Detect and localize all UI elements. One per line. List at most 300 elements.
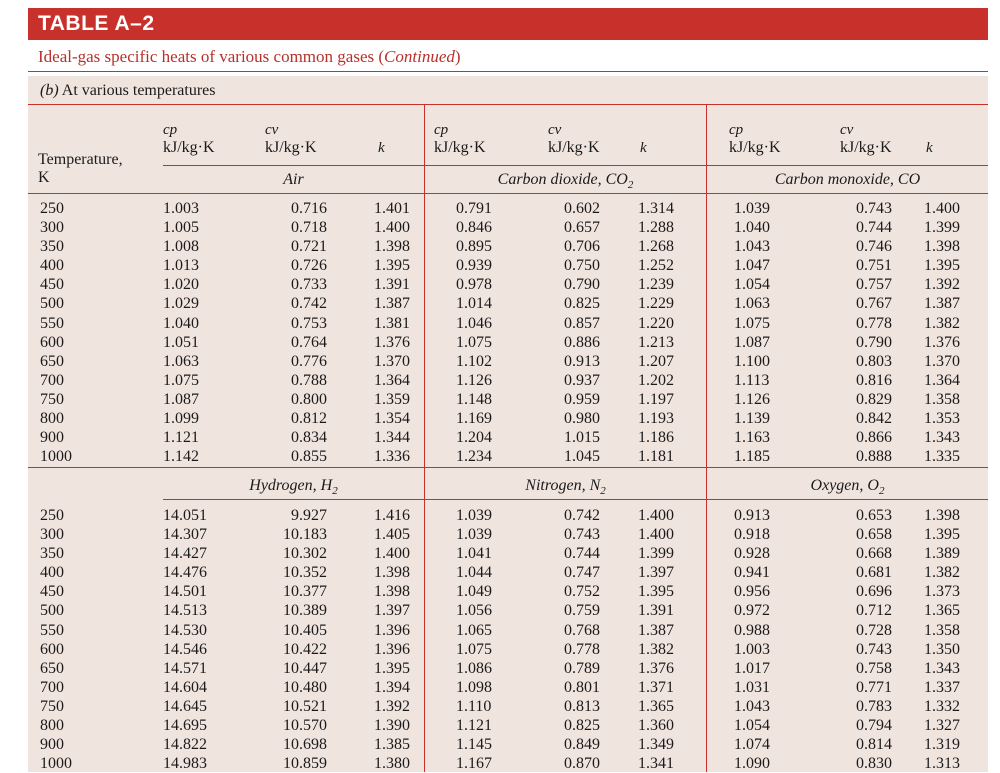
table-cell: 1.359 xyxy=(374,390,410,408)
table-cell: 0.941 xyxy=(734,564,770,582)
table-cell: 300 xyxy=(40,219,64,237)
table-cell: 0.602 xyxy=(564,200,600,217)
table-cell: 0.830 xyxy=(856,755,892,773)
table-cell: 1.400 xyxy=(638,526,674,544)
table-cell: 0.783 xyxy=(856,697,892,715)
table-cell: 1.239 xyxy=(638,276,674,294)
table-cell: 1.087 xyxy=(163,390,199,408)
table-cell: 0.825 xyxy=(564,295,600,313)
table-cell: 0.866 xyxy=(856,429,892,447)
cv-column-co2 xyxy=(538,199,600,466)
table-cell: 1.376 xyxy=(924,333,960,351)
table-cell: 0.653 xyxy=(856,507,892,524)
table-cell: 1.252 xyxy=(638,257,674,275)
table-cell: 1.365 xyxy=(924,602,960,620)
table-cell: 800 xyxy=(40,410,64,428)
table-cell: 1.040 xyxy=(163,314,199,332)
table-cell: 0.726 xyxy=(291,257,327,275)
table-cell: 1.039 xyxy=(734,200,770,217)
table-cell: 1.364 xyxy=(924,371,960,389)
cp-column-co2 xyxy=(456,199,514,466)
table-cell: 1.391 xyxy=(374,276,410,294)
table-cell: 1.003 xyxy=(734,640,770,658)
table-cell: 1.400 xyxy=(374,545,410,563)
table-cell: 0.791 xyxy=(456,200,492,217)
table-cell: 1.391 xyxy=(638,602,674,620)
table-cell: 0.728 xyxy=(856,621,892,639)
table-cell: 0.746 xyxy=(856,238,892,256)
table-cell: 0.742 xyxy=(564,507,600,524)
table-cell: 0.668 xyxy=(856,545,892,563)
table-cell: 1.020 xyxy=(163,276,199,294)
table-cell: 1.387 xyxy=(638,621,674,639)
table-cell: 0.834 xyxy=(291,429,327,447)
k-column-n2 xyxy=(622,506,674,773)
table-subtitle xyxy=(28,43,988,70)
table-cell: 1.110 xyxy=(456,697,492,715)
subtitle-suffix: ) xyxy=(454,47,461,66)
table-cell: 1.382 xyxy=(638,640,674,658)
table-cell: 0.956 xyxy=(734,583,770,601)
table-cell: 250 xyxy=(40,507,64,524)
table-cell: 0.829 xyxy=(856,390,892,408)
table-cell: 1.086 xyxy=(456,659,492,677)
table-cell: 0.757 xyxy=(856,276,892,294)
table-cell: 0.825 xyxy=(564,717,600,735)
table-cell: 1.358 xyxy=(924,621,960,639)
table-cell: 1.126 xyxy=(734,390,770,408)
table-cell: 1.213 xyxy=(638,333,674,351)
table-cell: 10.405 xyxy=(283,621,327,639)
table-cell: 1.395 xyxy=(924,526,960,544)
table-cell: 0.750 xyxy=(564,257,600,275)
temperature-column-upper xyxy=(40,199,100,466)
table-cell: 14.307 xyxy=(163,526,207,544)
table-cell: 1.387 xyxy=(924,295,960,313)
table-cell: 1.400 xyxy=(374,219,410,237)
caption-rule xyxy=(28,104,988,105)
table-cell: 0.759 xyxy=(564,602,600,620)
gas-name-air xyxy=(163,170,424,190)
cp-symbol: cp xyxy=(729,122,744,138)
table-cell: 1.142 xyxy=(163,448,199,466)
table-cell: 1.373 xyxy=(924,583,960,601)
table-cell: 10.521 xyxy=(283,697,327,715)
table-cell: 1.390 xyxy=(374,717,410,735)
cv-symbol: cv xyxy=(548,122,562,138)
gas-formula-subscript: 2 xyxy=(878,485,885,498)
unit-label: kJ/kg·K xyxy=(729,139,781,156)
table-cell: 0.895 xyxy=(456,238,492,256)
table-cell: 14.476 xyxy=(163,564,207,582)
table-cell: 0.794 xyxy=(856,717,892,735)
table-cell: 1.202 xyxy=(638,371,674,389)
table-cell: 1.017 xyxy=(734,659,770,677)
table-cell: 500 xyxy=(40,602,64,620)
table-cell: 1.380 xyxy=(374,755,410,773)
table-cell: 1.075 xyxy=(734,314,770,332)
table-cell: 1.074 xyxy=(734,736,770,754)
table-cell: 10.698 xyxy=(283,736,327,754)
cv-column-o2 xyxy=(830,506,892,773)
table-cell: 0.988 xyxy=(734,621,770,639)
table-cell: 0.753 xyxy=(291,314,327,332)
table-cell: 1.392 xyxy=(374,697,410,715)
table-cell: 14.051 xyxy=(163,507,207,524)
table-cell: 0.939 xyxy=(456,257,492,275)
table-cell: 1.288 xyxy=(638,219,674,237)
table-cell: 0.712 xyxy=(856,602,892,620)
table-cell: 1.314 xyxy=(638,200,674,217)
unit-label: kJ/kg·K xyxy=(163,139,215,156)
table-cell: 600 xyxy=(40,640,64,658)
table-cell: 1.337 xyxy=(924,678,960,696)
table-cell: 10.480 xyxy=(283,678,327,696)
temperature-header xyxy=(38,151,123,187)
table-cell: 1.139 xyxy=(734,410,770,428)
table-cell: 0.800 xyxy=(291,390,327,408)
table-cell: 14.604 xyxy=(163,678,207,696)
table-cell: 1.370 xyxy=(374,352,410,370)
table-cell: 1.376 xyxy=(638,659,674,677)
table-cell: 1.197 xyxy=(638,390,674,408)
temperature-header-line1: Temperature, xyxy=(38,151,123,168)
table-cell: 0.716 xyxy=(291,200,327,217)
table-cell: 0.913 xyxy=(564,352,600,370)
table-cell: 1.382 xyxy=(924,314,960,332)
table-cell: 1.049 xyxy=(456,583,492,601)
table-cell: 10.422 xyxy=(283,640,327,658)
gas-name-n2 xyxy=(425,476,706,501)
table-cell: 1.336 xyxy=(374,448,410,466)
table-cell: 1.395 xyxy=(924,257,960,275)
subtitle-rule xyxy=(28,71,988,72)
table-cell: 14.530 xyxy=(163,621,207,639)
table-cell: 1.181 xyxy=(638,448,674,466)
table-cell: 0.778 xyxy=(564,640,600,658)
table-cell: 10.447 xyxy=(283,659,327,677)
table-cell: 650 xyxy=(40,659,64,677)
table-cell: 0.816 xyxy=(856,371,892,389)
table-cell: 1.015 xyxy=(564,429,600,447)
table-cell: 0.788 xyxy=(291,371,327,389)
table-cell: 10.859 xyxy=(283,755,327,773)
unit-label: kJ/kg·K xyxy=(434,139,486,156)
subtitle-prefix: Ideal-gas specific heats of various common gases ( xyxy=(38,47,385,66)
table-cell: 0.790 xyxy=(856,333,892,351)
k-column-o2 xyxy=(908,506,960,773)
table-cell: 1.381 xyxy=(374,314,410,332)
table-cell: 1.399 xyxy=(638,545,674,563)
gas-name-h2 xyxy=(163,476,424,501)
table-cell: 1.090 xyxy=(734,755,770,773)
table-cell: 0.706 xyxy=(564,238,600,256)
table-cell: 400 xyxy=(40,257,64,275)
table-cell: 900 xyxy=(40,429,64,447)
table-cell: 0.789 xyxy=(564,659,600,677)
temperature-header-line2: K xyxy=(38,169,50,186)
table-cell: 1.396 xyxy=(374,621,410,639)
table-cell: 1.341 xyxy=(638,755,674,773)
table-cell: 1.043 xyxy=(734,697,770,715)
table-cell: 1.364 xyxy=(374,371,410,389)
table-cell: 1.399 xyxy=(924,219,960,237)
table-cell: 0.980 xyxy=(564,410,600,428)
table-cell: 1.394 xyxy=(374,678,410,696)
cv-header-2 xyxy=(548,121,600,157)
table-cell: 1.098 xyxy=(456,678,492,696)
table-cell: 0.657 xyxy=(564,219,600,237)
table-cell: 1.332 xyxy=(924,697,960,715)
table-cell: 1.220 xyxy=(638,314,674,332)
table-cell: 1.148 xyxy=(456,390,492,408)
table-cell: 0.855 xyxy=(291,448,327,466)
table-cell: 0.752 xyxy=(564,583,600,601)
table-cell: 10.352 xyxy=(283,564,327,582)
table-cell: 1.234 xyxy=(456,448,492,466)
gas-formula-subscript: 2 xyxy=(627,179,634,192)
table-cell: 0.681 xyxy=(856,564,892,582)
table-cell: 14.513 xyxy=(163,602,207,620)
table-cell: 0.751 xyxy=(856,257,892,275)
gas-name-text: Air xyxy=(283,171,304,188)
k-header-3: k xyxy=(926,140,933,156)
table-cell: 1.169 xyxy=(456,410,492,428)
gas-name-text: Nitrogen, N xyxy=(525,477,601,494)
table-cell: 0.733 xyxy=(291,276,327,294)
table-cell: 1.121 xyxy=(163,429,199,447)
table-cell: 550 xyxy=(40,314,64,332)
table-cell: 1.354 xyxy=(374,410,410,428)
table-cell: 14.501 xyxy=(163,583,207,601)
table-cell: 1.043 xyxy=(734,238,770,256)
table-cell: 1.343 xyxy=(924,659,960,677)
table-cell: 0.928 xyxy=(734,545,770,563)
table-cell: 1.121 xyxy=(456,717,492,735)
table-cell: 750 xyxy=(40,390,64,408)
table-cell: 1.063 xyxy=(163,352,199,370)
table-cell: 1.186 xyxy=(638,429,674,447)
table-cell: 1.398 xyxy=(374,564,410,582)
table-cell: 0.742 xyxy=(291,295,327,313)
table-cell: 1.054 xyxy=(734,276,770,294)
temperature-column-lower xyxy=(40,506,100,773)
table-cell: 0.814 xyxy=(856,736,892,754)
gas-name-text: Hydrogen, H xyxy=(249,477,333,494)
cp-column-o2 xyxy=(734,506,792,773)
table-cell: 0.937 xyxy=(564,371,600,389)
table-cell: 0.959 xyxy=(564,390,600,408)
cv-column-h2 xyxy=(265,506,327,773)
table-cell: 0.812 xyxy=(291,410,327,428)
table-cell: 1.126 xyxy=(456,371,492,389)
table-cell: 1.400 xyxy=(924,200,960,217)
gas-name-o2 xyxy=(707,476,988,501)
table-cell: 350 xyxy=(40,238,64,256)
table-cell: 1.385 xyxy=(374,736,410,754)
table-cell: 0.813 xyxy=(564,697,600,715)
k-header-2: k xyxy=(640,140,647,156)
data-panel xyxy=(28,76,988,772)
table-cell: 0.846 xyxy=(456,219,492,237)
table-cell: 1.099 xyxy=(163,410,199,428)
k-column-co2 xyxy=(622,199,674,466)
table-cell: 1.204 xyxy=(456,429,492,447)
table-cell: 0.913 xyxy=(734,507,770,524)
table-cell: 0.718 xyxy=(291,219,327,237)
table-cell: 9.927 xyxy=(291,507,327,524)
header-rule xyxy=(163,165,988,166)
table-cell: 0.888 xyxy=(856,448,892,466)
table-cell: 1.031 xyxy=(734,678,770,696)
table-cell: 1.405 xyxy=(374,526,410,544)
table-cell: 1.392 xyxy=(924,276,960,294)
cp-symbol: cp xyxy=(434,122,449,138)
table-cell: 1.387 xyxy=(374,295,410,313)
k-header-1: k xyxy=(378,140,385,156)
table-cell: 0.857 xyxy=(564,314,600,332)
table-cell: 1.163 xyxy=(734,429,770,447)
unit-label: kJ/kg·K xyxy=(840,139,892,156)
table-cell: 14.695 xyxy=(163,717,207,735)
cv-header-1 xyxy=(265,121,317,157)
table-cell: 1.397 xyxy=(638,564,674,582)
table-cell: 450 xyxy=(40,276,64,294)
table-cell: 450 xyxy=(40,583,64,601)
table-cell: 1.335 xyxy=(924,448,960,466)
caption-letter: (b) xyxy=(40,82,59,99)
table-cell: 1.075 xyxy=(456,333,492,351)
table-cell: 1.193 xyxy=(638,410,674,428)
table-cell: 700 xyxy=(40,678,64,696)
column-divider-1 xyxy=(424,104,425,772)
table-cell: 0.972 xyxy=(734,602,770,620)
table-cell: 1.100 xyxy=(734,352,770,370)
table-cell: 1.029 xyxy=(163,295,199,313)
table-cell: 1.040 xyxy=(734,219,770,237)
table-cell: 14.546 xyxy=(163,640,207,658)
table-cell: 1.344 xyxy=(374,429,410,447)
table-cell: 250 xyxy=(40,200,64,217)
table-cell: 0.744 xyxy=(856,219,892,237)
table-cell: 1.395 xyxy=(374,659,410,677)
table-cell: 1.145 xyxy=(456,736,492,754)
table-cell: 650 xyxy=(40,352,64,370)
table-cell: 0.743 xyxy=(856,640,892,658)
gas-name-text: Carbon monoxide, CO xyxy=(774,171,921,188)
table-cell: 0.801 xyxy=(564,678,600,696)
table-cell: 1.319 xyxy=(924,736,960,754)
table-cell: 1.365 xyxy=(638,697,674,715)
table-cell: 0.918 xyxy=(734,526,770,544)
table-cell: 0.842 xyxy=(856,410,892,428)
cp-header-2 xyxy=(434,121,486,157)
table-cell: 1.041 xyxy=(456,545,492,563)
table-cell: 0.978 xyxy=(456,276,492,294)
table-cell: 1.039 xyxy=(456,526,492,544)
table-cell: 0.747 xyxy=(564,564,600,582)
table-cell: 14.427 xyxy=(163,545,207,563)
table-cell: 1.398 xyxy=(924,507,960,524)
table-cell: 1.047 xyxy=(734,257,770,275)
table-cell: 1.382 xyxy=(924,564,960,582)
gas-name-co xyxy=(707,170,988,190)
cv-column-air xyxy=(265,199,327,466)
table-cell: 300 xyxy=(40,526,64,544)
table-cell: 1.360 xyxy=(638,717,674,735)
table-cell: 1.065 xyxy=(456,621,492,639)
table-cell: 1.268 xyxy=(638,238,674,256)
column-divider-2 xyxy=(706,104,707,772)
gas-formula-subscript: 2 xyxy=(600,485,606,498)
table-cell: 14.645 xyxy=(163,697,207,715)
cp-column-co xyxy=(734,199,792,466)
table-cell: 1.113 xyxy=(734,371,770,389)
table-cell: 1.005 xyxy=(163,219,199,237)
table-cell: 10.302 xyxy=(283,545,327,563)
table-cell: 10.570 xyxy=(283,717,327,735)
k-column-h2 xyxy=(358,506,410,773)
table-cell: 1.350 xyxy=(924,640,960,658)
table-cell: 0.721 xyxy=(291,238,327,256)
gas-formula-subscript: 2 xyxy=(332,485,338,498)
table-cell: 1.014 xyxy=(456,295,492,313)
table-cell: 1.167 xyxy=(456,755,492,773)
table-cell: 1.075 xyxy=(163,371,199,389)
table-cell: 1.044 xyxy=(456,564,492,582)
table-cell: 1.376 xyxy=(374,333,410,351)
table-cell: 0.886 xyxy=(564,333,600,351)
table-cell: 1.185 xyxy=(734,448,770,466)
table-cell: 0.803 xyxy=(856,352,892,370)
table-cell: 1.343 xyxy=(924,429,960,447)
table-cell: 1.003 xyxy=(163,200,199,217)
cv-header-3 xyxy=(840,121,892,157)
table-cell: 750 xyxy=(40,697,64,715)
table-cell: 1.416 xyxy=(374,507,410,524)
table-cell: 1.229 xyxy=(638,295,674,313)
table-cell: 1.396 xyxy=(374,640,410,658)
table-cell: 550 xyxy=(40,621,64,639)
table-cell: 1.039 xyxy=(456,507,492,524)
table-cell: 1.398 xyxy=(924,238,960,256)
table-cell: 1.398 xyxy=(374,238,410,256)
table-cell: 1.397 xyxy=(374,602,410,620)
table-cell: 1.353 xyxy=(924,410,960,428)
table-cell: 0.849 xyxy=(564,736,600,754)
table-cell: 900 xyxy=(40,736,64,754)
table-cell: 1.087 xyxy=(734,333,770,351)
table-cell: 350 xyxy=(40,545,64,563)
table-cell: 1.075 xyxy=(456,640,492,658)
cp-header-1 xyxy=(163,121,215,157)
gas-name-text: Carbon dioxide, CO xyxy=(497,171,628,188)
cv-symbol: cv xyxy=(265,122,279,138)
table-cell: 1.045 xyxy=(564,448,600,466)
table-cell: 14.983 xyxy=(163,755,207,773)
table-cell: 600 xyxy=(40,333,64,351)
cv-symbol: cv xyxy=(840,122,854,138)
table-caption xyxy=(40,80,216,102)
gas-name-co2 xyxy=(425,170,706,195)
caption-text: At various temperatures xyxy=(58,82,216,99)
unit-label: kJ/kg·K xyxy=(265,139,317,156)
table-cell: 1.102 xyxy=(456,352,492,370)
table-cell: 1.349 xyxy=(638,736,674,754)
table-cell: 1.008 xyxy=(163,238,199,256)
table-cell: 400 xyxy=(40,564,64,582)
table-cell: 1.207 xyxy=(638,352,674,370)
